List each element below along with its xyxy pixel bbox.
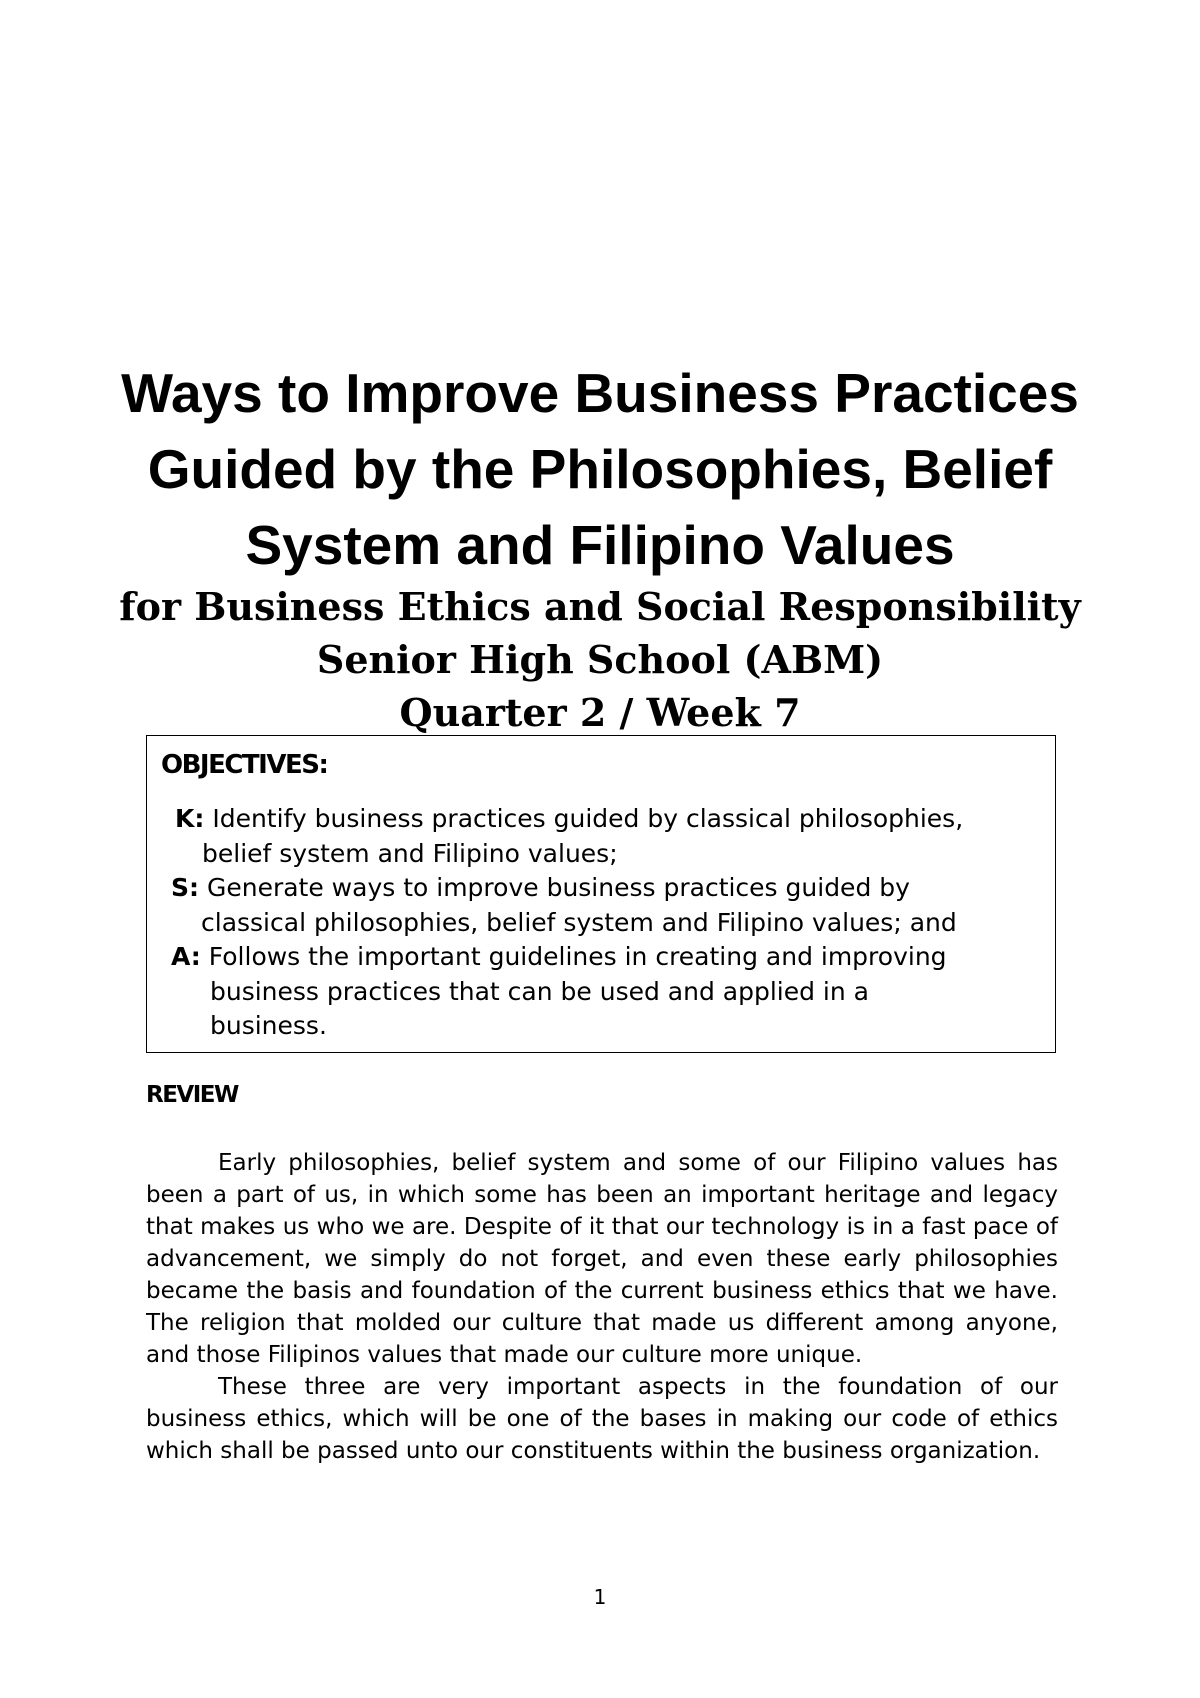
title-line: Guided by the Philosophies, Belief <box>147 438 1053 500</box>
objective-a-continued: business. <box>210 1011 327 1040</box>
page-number: 1 <box>593 1585 607 1609</box>
objectives-heading: OBJECTIVES: <box>161 750 328 780</box>
document-title <box>0 355 1200 583</box>
subtitle-subject: for Business Ethics and Social Responsibility <box>119 584 1081 629</box>
objective-k-continued: belief system and Filipino values; <box>202 838 618 868</box>
title-line: System and Filipino Values <box>245 514 955 576</box>
objective-key: K: <box>175 804 205 833</box>
objectives-box <box>146 735 1056 1053</box>
document-subtitle <box>0 580 1200 739</box>
objective-key: A: <box>171 942 201 971</box>
objective-s-continued: classical philosophies, belief system and Filipino values; and <box>201 907 957 937</box>
review-paragraph: Early philosophies, belief system and some of our Filipino values has been a part of us, in which some has been an important heritage and legacy that makes us who we are. Despite of it that our technology is in a fast pace of advancement, we simply do not forget, and even these early philosophies became the basis and foundation of the current business ethics that we have. The religion that molded our culture that made us different among anyone, and those Filipinos values that made our culture more unique. <box>146 1150 1058 1368</box>
objective-k <box>147 802 1055 837</box>
review-heading: REVIEW <box>146 1082 238 1108</box>
objective-text: Follows the important guidelines in creating and improving <box>208 942 947 971</box>
objectives-list <box>147 802 1055 1044</box>
objective-key: S: <box>171 873 200 902</box>
objective-text: Identify business practices guided by classical philosophies, <box>212 804 964 833</box>
objective-a <box>147 940 1055 975</box>
review-paragraph: These three are very important aspects in the foundation of our business ethics, which will be one of the bases in making our code of ethics which shall be passed unto our constituents within the business organization. <box>146 1374 1058 1464</box>
review-body <box>146 1147 1058 1467</box>
subtitle-quarter-week: Quarter 2 / Week 7 <box>399 690 801 735</box>
objective-text: Generate ways to improve business practices guided by <box>206 873 910 902</box>
subtitle-level: Senior High School (ABM) <box>316 637 884 682</box>
objective-a-continued: business practices that can be used and applied in a <box>210 976 869 1006</box>
objective-s <box>147 871 1055 906</box>
title-line: Ways to Improve Business Practices <box>121 362 1079 424</box>
